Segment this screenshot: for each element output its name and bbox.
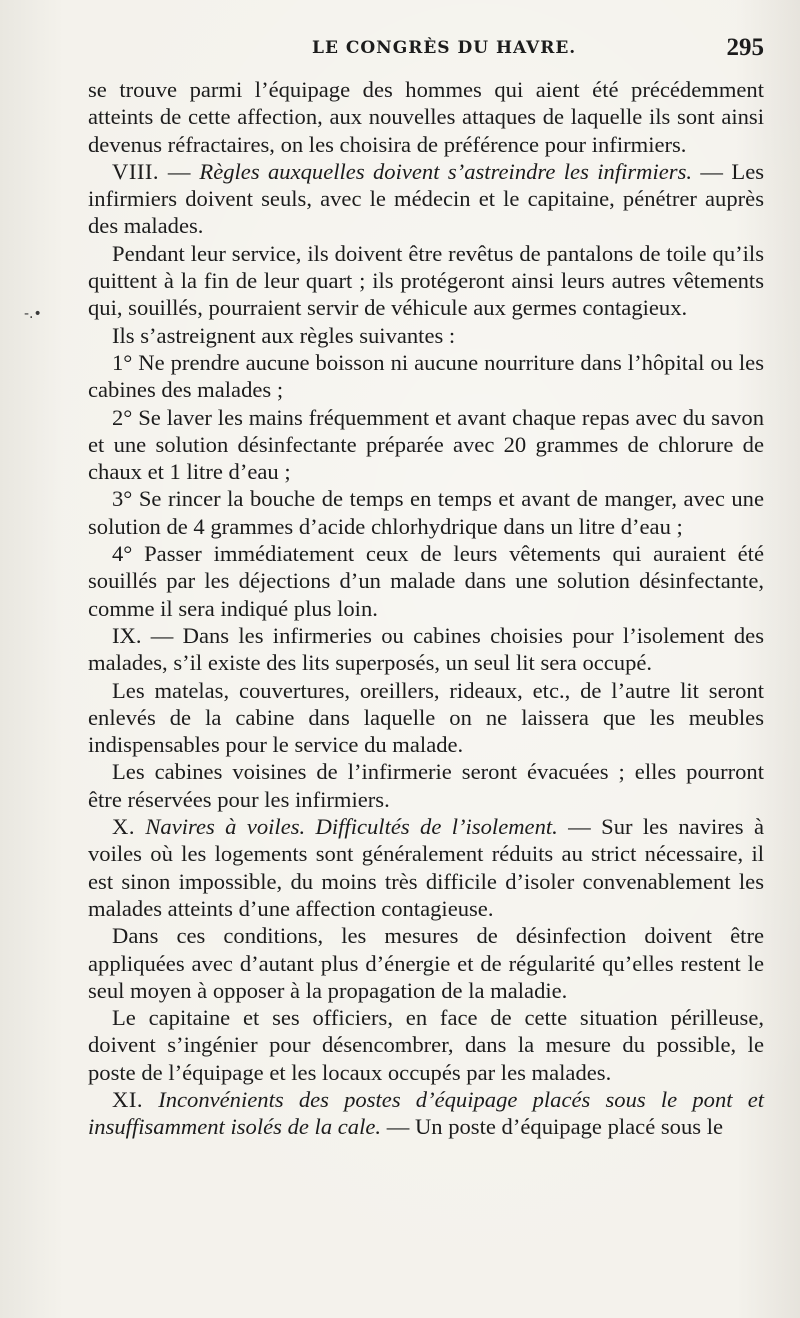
section-title: Inconvénients des postes d’équipage placés sous le pont et insuffisamment isolés de la cale. bbox=[88, 1086, 764, 1140]
section-text: — Un poste d’équipage placé sous le bbox=[381, 1114, 724, 1140]
section-number: X. bbox=[112, 814, 135, 840]
list-item: 4° Passer immédiatement ceux de leurs vêtements qui auraient été souillés par les déjections d’un malade dans une solution désinfectante, comme il sera indiqué plus loin. bbox=[88, 541, 764, 621]
section-number: VIII. — bbox=[112, 158, 192, 184]
section-number: XI. bbox=[112, 1086, 143, 1112]
paragraph: Pendant leur service, ils doivent être revêtus de pantalons de toile qu’ils quittent à la fin de leur quart ; ils protégeront ainsi leurs autres vêtements qui, souillés, pourraient servir de véhicule aux germes contagieux. bbox=[88, 240, 764, 321]
section-title: Règles auxquelles doivent s’astreindre les infirmiers. bbox=[199, 158, 693, 184]
paragraph: Les cabines voisines de l’infirmerie seront évacuées ; elles pourront être réservées pour les infirmiers. bbox=[88, 759, 764, 812]
list-item: 2° Se laver les mains fréquemment et avant chaque repas avec du savon et une solution désinfectante préparée avec 20 grammes de chlorure de chaux et 1 litre d’eau ; bbox=[88, 404, 764, 485]
section-viii bbox=[88, 158, 764, 240]
paragraph: Dans ces conditions, les mesures de désinfection doivent être appliquées avec d’autant plus d’énergie et de régularité qu’elles restent le seul moyen à opposer à la propagation de la maladie. bbox=[88, 923, 764, 1003]
paragraph: se trouve parmi l’équipage des hommes qui aient été précédemment atteints de cette affection, aux nouvelles attaques de laquelle ils sont ainsi devenus réfractaires, on les choisira de préférence pour infirmiers. bbox=[88, 77, 764, 157]
margin-mark: -.• bbox=[24, 306, 42, 322]
paragraph: Les matelas, couvertures, oreillers, rideaux, etc., de l’autre lit seront enlevés de la cabine dans laquelle on ne laissera que les meubles indispensables pour le service du malade. bbox=[88, 677, 764, 758]
section-xi bbox=[88, 1086, 764, 1141]
section-title: Navires à voiles. Difficultés de l’isolement. bbox=[145, 814, 558, 840]
running-title: LE CONGRÈS DU HAVRE. bbox=[312, 38, 577, 58]
section-ix: IX. — Dans les infirmeries ou cabines choisies pour l’isolement des malades, s’il existe des lits superposés, un seul lit sera occupé. bbox=[88, 622, 764, 676]
paragraph: Ils s’astreignent aux règles suivantes : bbox=[112, 322, 456, 348]
list-item: 1° Ne prendre aucune boisson ni aucune nourriture dans l’hôpital ou les cabines des malades ; bbox=[88, 349, 764, 403]
page-number: 295 bbox=[726, 34, 764, 61]
section-text: — Les infirmiers doivent seuls, avec le médecin et le capitaine, pénétrer auprès des malades. bbox=[88, 158, 765, 239]
paragraph: Le capitaine et ses officiers, en face de cette situation périlleuse, doivent s’ingénier pour désencombrer, dans la mesure du possible, le poste de l’équipage et les locaux occupés par les malades. bbox=[88, 1005, 764, 1085]
body-text bbox=[88, 76, 764, 1141]
list-item: 3° Se rincer la bouche de temps en temps et avant de manger, avec une solution de 4 grammes d’acide chlorhydrique dans un litre d’eau ; bbox=[88, 486, 764, 539]
page-header bbox=[88, 34, 764, 64]
section-x bbox=[88, 813, 764, 922]
section-text: — Sur les navires à voiles où les logements sont généralement réduits au strict nécessaire, il est sinon impossible, du moins très difficile d’isoler convenablement les malades atteints d’une affection contagieuse. bbox=[88, 814, 765, 921]
